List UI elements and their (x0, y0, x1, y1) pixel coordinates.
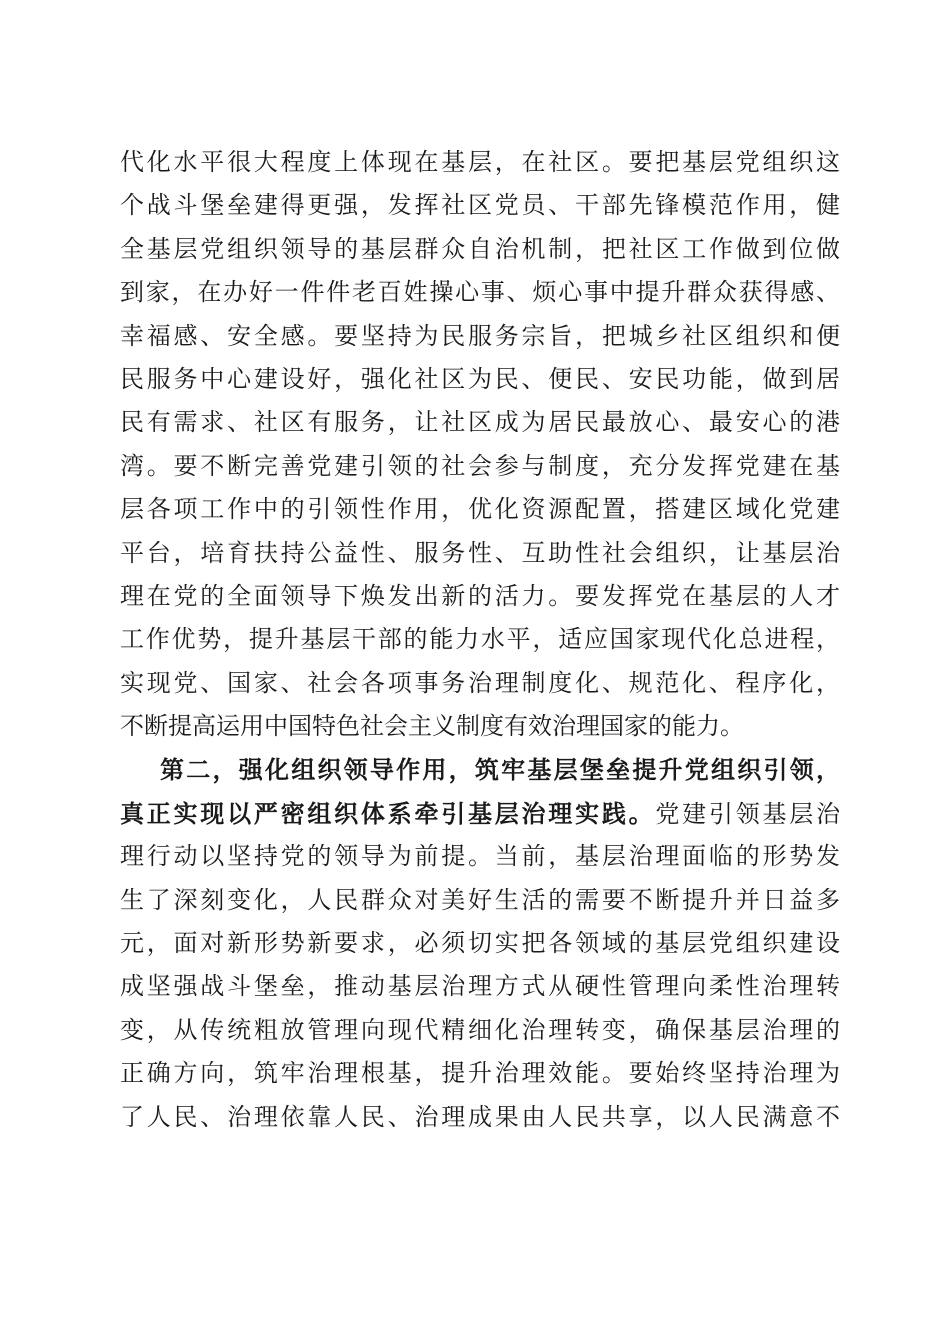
text-line: 实现党、国家、社会各项事务治理制度化、规范化、程序化， (120, 668, 840, 697)
document-body (120, 141, 840, 1139)
text-line: 理在党的全面领导下焕发出新的活力。要发挥党在基层的人才 (120, 581, 840, 610)
text-run: 党建引领基层治 (655, 799, 841, 828)
text-line: 代化水平很大程度上体现在基层，在社区。要把基层党组织这 (120, 148, 840, 176)
text-line: 幸福感、安全感。要坚持为民服务宗旨，把城乡社区组织和便 (120, 321, 840, 350)
text-line: 生了深刻变化，人民群众对美好生活的需要不断提升并日益多 (120, 885, 840, 914)
text-line (120, 792, 840, 835)
text-line: 平台，培育扶持公益性、服务性、互助性社会组织，让基层治 (120, 538, 840, 567)
text-line: 元，面对新形势新要求，必须切实把各领域的基层党组织建设 (120, 929, 840, 958)
paragraph-2 (120, 748, 840, 1139)
text-line: 了人民、治理依靠人民、治理成果由人民共享，以人民满意不 (120, 1102, 840, 1131)
text-line: 全基层党组织领导的基层群众自治机制，把社区工作做到位做 (120, 234, 840, 263)
text-line: 工作优势，提升基层干部的能力水平，适应国家现代化总进程， (120, 625, 840, 654)
text-line: 到家，在办好一件件老百姓操心事、烦心事中提升群众获得感、 (120, 278, 840, 307)
text-line: 成坚强战斗堡垒，推动基层治理方式从硬性管理向柔性治理转 (120, 972, 840, 1001)
text-line: 湾。要不断完善党建引领的社会参与制度，充分发挥党建在基 (120, 451, 840, 480)
text-line: 不断提高运用中国特色社会主义制度有效治理国家的能力。 (120, 712, 744, 741)
text-line: 变，从传统粗放管理向现代精细化治理转变，确保基层治理的 (120, 1015, 840, 1044)
text-line: 理行动以坚持党的领导为前提。当前，基层治理面临的形势发 (120, 842, 840, 871)
paragraph-1 (120, 141, 840, 748)
section-heading-line: 第二，强化组织领导作用，筑牢基层堡垒提升党组织引领， (160, 755, 840, 785)
text-line: 层各项工作中的引领性作用，优化资源配置，搭建区域化党建 (120, 495, 840, 524)
section-heading-continuation: 真正实现以严密组织体系牵引基层治理实践。 (120, 798, 656, 828)
text-line: 个战斗堡垒建得更强，发挥社区党员、干部先锋模范作用，健 (120, 191, 840, 220)
text-line: 正确方向，筑牢治理根基，提升治理效能。要始终坚持治理为 (120, 1059, 840, 1088)
text-line: 民服务中心建设好，强化社区为民、便民、安民功能，做到居 (120, 364, 840, 393)
text-line: 民有需求、社区有服务，让社区成为居民最放心、最安心的港 (120, 408, 840, 437)
